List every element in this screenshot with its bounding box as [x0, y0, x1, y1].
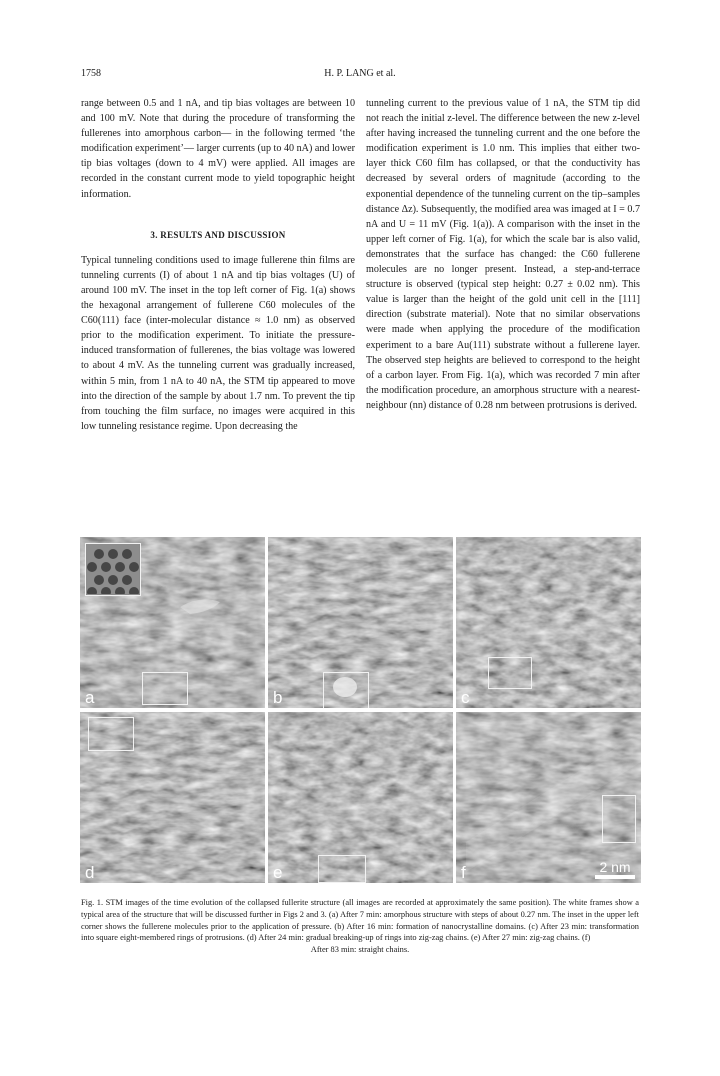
- figure-1: [80, 537, 640, 883]
- white-frame-d: [88, 717, 134, 751]
- panel-label-f: f: [461, 863, 466, 882]
- panel-label-b: b: [273, 688, 283, 707]
- panel-label-a: a: [85, 688, 95, 707]
- fullerene-inset: [85, 543, 141, 596]
- figure-caption: [81, 897, 639, 956]
- stm-image-c: [456, 537, 641, 708]
- white-frame-c: [488, 657, 532, 689]
- stm-panel-d: [80, 712, 265, 883]
- page-number: 1758: [81, 68, 101, 79]
- scale-bar-line: [595, 875, 635, 879]
- left-column: [81, 96, 355, 434]
- left-paragraph-1: range between 0.5 and 1 nA, and tip bias voltages are between 10 and 100 mV. Note that during the procedure of transforming the fullerenes into amorphous carbon— in the following termed ‘the modification experiment’— larger currents (up to 40 nA) and lower tip bias voltages (down to 4 mV) were applied. All images are recorded in the constant current mode to yield topographic height information.: [81, 98, 355, 200]
- white-frame-f: [602, 795, 636, 843]
- left-paragraph-2: Typical tunneling conditions used to image fullerene thin films are tunneling currents (I) of about 1 nA and tip bias voltages (U) of around 100 mV. The inset in the top left corner of Fig. 1(a) shows the hexagonal arrangement of fullerene C60 molecules of the C60(111) face (inter-molecular distance ≈ 1.0 nm) as observed prior to the modification experiment. To initiate the pressure-induced transformation of fullerenes, the bias voltage was lowered to about 4 mV. As the tunneling current was gradually increased, within 5 min, from 1 nA to 40 nA, the STM tip appeared to move into the direction of the sample by about 1.7 nm. To prevent the tip from touching the film surface, no images were acquired in this low tunneling resistance regime. Upon decreasing the: [81, 254, 355, 432]
- panel-label-c: c: [461, 688, 470, 707]
- stm-panel-a: [80, 537, 265, 708]
- panel-label-e: e: [273, 863, 283, 882]
- stm-panel-e: [268, 712, 453, 883]
- scale-bar-label: 2 nm: [599, 859, 631, 875]
- white-frame-e: [318, 855, 366, 883]
- scale-bar: [595, 860, 635, 879]
- panel-label-d: d: [85, 863, 95, 882]
- figure-caption-last-line: After 83 min: straight chains.: [310, 945, 410, 955]
- running-head: H. P. LANG et al.: [324, 68, 396, 79]
- right-column: [366, 96, 640, 413]
- figure-caption-text: Fig. 1. STM images of the time evolution of the collapsed fullerite structure (all images are recorded at approximately the same position). The white frames show a typical area of the structure that will be discussed further in Figs 2 and 3. (a) After 7 min: amorphous structure with steps of about 0.27 nm. The inset in the upper left corner shows the fullerene molecules prior to the application of pressure. (b) After 16 min: formation of nanocrystalline domains. (c) After 23 min: transformation into square eight-membered rings of protrusions. (d) After 24 min: gradual breaking-up of rings into zig-zag chains. (e) After 27 min: zig-zag chains. (f): [81, 898, 639, 943]
- white-frame-b: [323, 672, 369, 708]
- stm-panel-c: [456, 537, 641, 708]
- white-frame-a: [142, 672, 188, 705]
- page-header: [81, 68, 639, 82]
- stm-panel-b: [268, 537, 453, 708]
- stm-panel-f: [456, 712, 641, 883]
- right-paragraph-1: tunneling current to the previous value of 1 nA, the STM tip did not reach the initial z-level. The difference between the new z-level after having increased the tunneling current and the one before the modification experiment is 1.0 nm. This implies that either two-layer thick C60 film has collapsed, or that the conductivity has decreased by several orders of magnitude (according to the exponential dependence of the tunneling current on the tip–samples distance Δz). Subsequently, the modified area was imaged at I = 0.7 nA and U = 11 mV (Fig. 1(a)). A comparison with the inset in the upper left corner of Fig. 1(a), for which the scale bar is also valid, demonstrates that the surface has changed: the C60 fullerene molecules are no longer present. Instead, a step-and-terrace structure is observed (typical step height: 0.27 ± 0.02 nm). This value is larger than the height of the gold unit cell in the [111] direction (substrate material). Note that no similar observations were made when applying the procedure of the modification experiment to a bare Au(111) substrate without a fullerene layer. The observed step heights are believed to correspond to the height of a carbon layer. From Fig. 1(a), which was recorded 7 min after the modification procedure, an amorphous structure with a nearest-neighbour (nn) distance of 0.28 nm between protrusions is derived.: [366, 98, 640, 411]
- section-heading: 3. RESULTS AND DISCUSSION: [150, 229, 286, 240]
